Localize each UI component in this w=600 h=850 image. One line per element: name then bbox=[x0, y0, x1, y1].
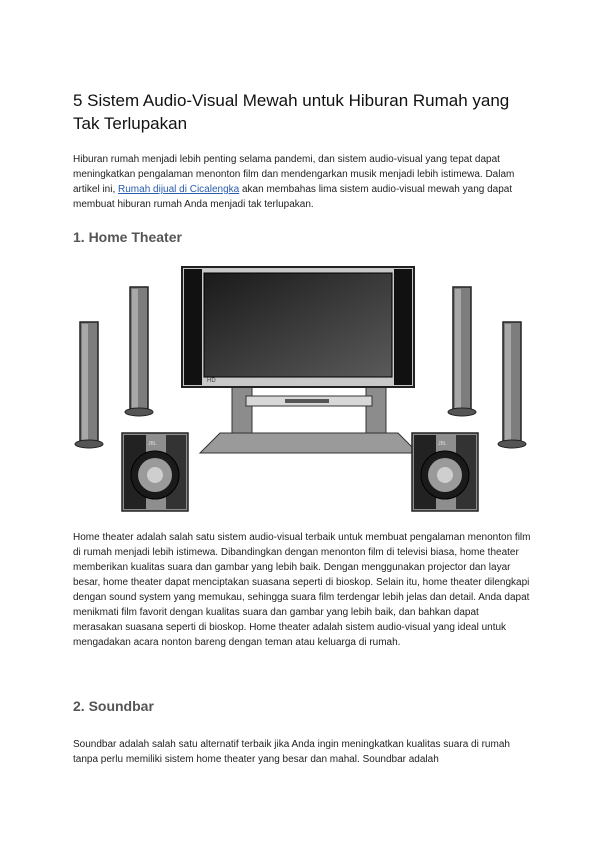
subwoofer-right bbox=[412, 433, 478, 511]
intro-text-start: Hiburan rumah menjadi lebih penting selama pandemi, dan sistem audio-visual yang tepat dapat meningkatkan pengalaman menonton film dan mendengarkan musik menjadi lebih istimewa. Dalam artikel ini, bbox=[73, 154, 515, 195]
subwoofer-left-label: JBL bbox=[148, 441, 157, 447]
intro-text-end: akan membahas lima sistem audio-visual mewah yang dapat membuat hiburan rumah Anda menjadi tak terlupakan. bbox=[73, 184, 513, 210]
tall-speaker-left-back bbox=[125, 287, 153, 416]
rumah-dijual-link[interactable]: Rumah dijual di Cicalengka bbox=[118, 184, 240, 195]
home-theater-paragraph: Home theater adalah salah satu sistem audio-visual terbaik untuk membuat pengalaman menonton film di rumah menjadi lebih istimewa. Dibandingkan dengan menonton film di televisi biasa, home theater memberikan kualitas suara dan gambar yang lebih baik. Dengan menggunakan projector dan layar besar, home theater dapat menciptakan suasana seperti di bioskop. Selain itu, home theater dilengkapi dengan sound system yang memukau, sehingga suara film terdengar lebih jelas dan detail. Anda dapat menikmati film favorit dengan kualitas suara dan gambar yang lebih baik, dan bahkan dapat merasakan suasana seperti di bioskop. Home theater adalah sistem audio-visual yang ideal untuk mengadakan acara nonton bareng dengan teman atau keluarga di rumah. bbox=[73, 532, 531, 648]
home-theater-illustration bbox=[60, 255, 540, 515]
page-title: 5 Sistem Audio-Visual Mewah untuk Hiburan Rumah yang Tak Terlupakan bbox=[73, 91, 510, 133]
tall-speaker-right-back bbox=[448, 287, 476, 416]
section-heading-home-theater: 1. Home Theater bbox=[73, 229, 182, 245]
tv-stand bbox=[200, 385, 418, 453]
tv-brand-label: HD bbox=[207, 378, 216, 384]
soundbar-paragraph: Soundbar adalah salah satu alternatif terbaik jika Anda ingin meningkatkan kualitas suara di rumah tanpa perlu memiliki sistem home theater yang besar dan mahal. Soundbar adalah bbox=[73, 739, 510, 765]
television bbox=[182, 267, 414, 387]
subwoofer-left bbox=[122, 433, 188, 511]
section-heading-soundbar: 2. Soundbar bbox=[73, 698, 154, 714]
intro-paragraph bbox=[73, 152, 531, 212]
subwoofer-right-label: JBL bbox=[438, 441, 447, 447]
tall-speaker-left-front bbox=[75, 322, 103, 448]
tall-speaker-right-front bbox=[498, 322, 526, 448]
